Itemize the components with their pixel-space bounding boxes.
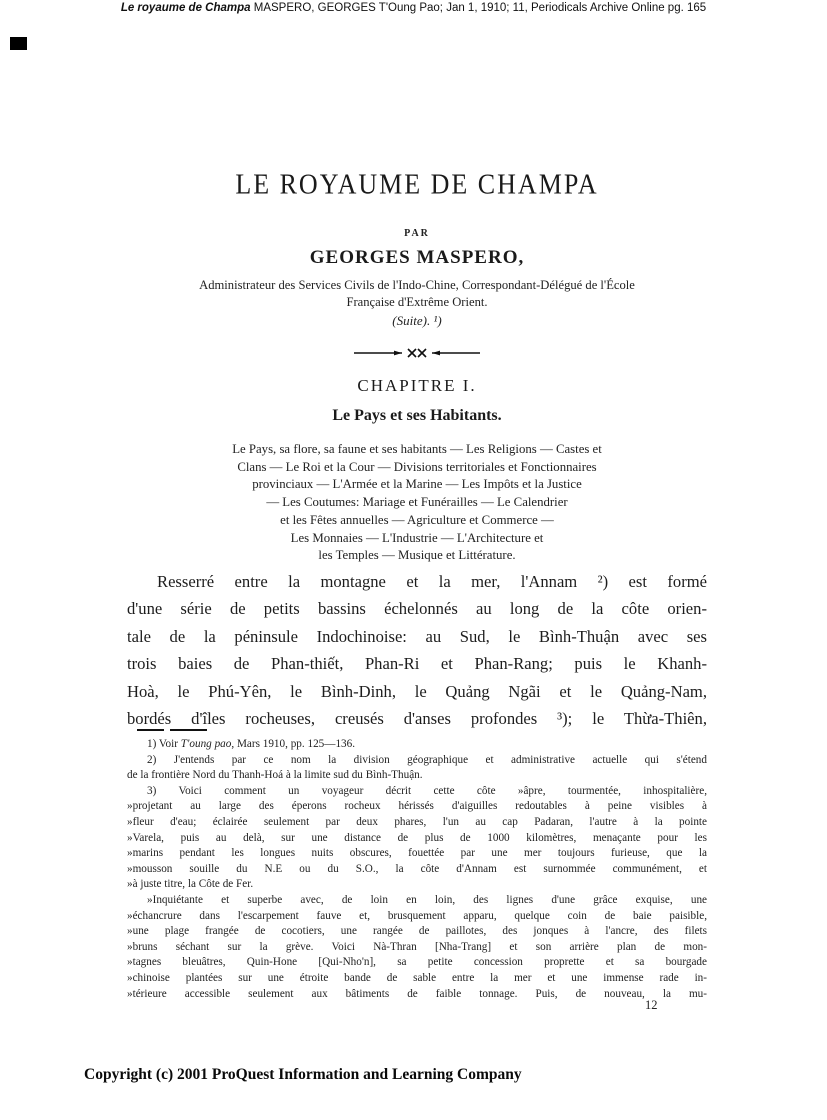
footnote-line xyxy=(127,737,707,753)
footnote-separator-rule xyxy=(137,729,207,731)
rule-segment xyxy=(170,729,207,731)
summary-line: les Temples — Musique et Littérature. xyxy=(318,548,516,563)
body-line: tale de la péninsule Indochinoise: au Sud, le Bình-Thuận avec ses xyxy=(127,626,707,646)
page-body xyxy=(127,0,707,1120)
footnote-line: »fleur d'eau; éclairée seulement par deux phares, l'un au cap Padaran, l'autre à la pointe xyxy=(127,815,707,828)
body-line: Resserré entre la montagne et la mer, l'Annam ²) est formé xyxy=(157,572,707,591)
divider-ornament-icon xyxy=(352,347,482,359)
footnote-journal-title: T'oung pao xyxy=(180,738,232,750)
summary-line: Clans — Le Roi et la Cour — Divisions territoriales et Fonctionnaires xyxy=(237,459,597,474)
body-paragraph xyxy=(127,568,707,732)
citation-details: MASPERO, GEORGES T'Oung Pao; Jan 1, 1910; 11, Periodicals Archive Online pg. 165 xyxy=(253,2,707,14)
copyright-footer: Copyright (c) 2001 ProQuest Information and Learning Company xyxy=(84,1066,522,1083)
section-divider-ornament xyxy=(127,346,707,364)
page-number: 12 xyxy=(645,998,658,1012)
body-line: d'une série de petits bassins échelonnés au long de la côte orien- xyxy=(127,599,707,619)
summary-line: Les Monnaies — L'Industrie — L'Architecture et xyxy=(290,530,544,545)
affiliation-line: Administrateur des Services Civils de l'Indo-Chine, Correspondant-Délégué de l'École xyxy=(199,278,635,292)
summary-line: Le Pays, sa flore, sa faune et ses habitants — Les Religions — Castes et xyxy=(232,442,602,456)
footnotes-block xyxy=(127,737,707,1002)
scan-artifact-mark xyxy=(10,37,27,50)
footnote-line: »chinoise plantées sur une étroite bande de sable entre la mer et une immense rade in- xyxy=(127,971,707,984)
footnote-line: »bruns séchant sur la grève. Voici Nà-Thran [Nha-Trang] et son arrière plan de mon- xyxy=(127,940,707,953)
footnote-text: 1) Voir xyxy=(147,738,181,750)
summary-line: provinciaux — L'Armée et la Marine — Les Impôts et la Justice xyxy=(252,477,582,492)
body-line: trois baies de Phan-thiết, Phan-Ri et Phan-Rang; puis le Khanh- xyxy=(127,654,707,674)
footnote-line: 2) J'entends par ce nom la division géographique et administrative actuelle qui s'étend xyxy=(147,753,707,766)
footnote-line: 3) Voici comment un voyageur décrit cette côte »âpre, tourmentée, inhospitalière, xyxy=(147,784,707,797)
author-affiliation xyxy=(127,277,707,311)
chapter-summary xyxy=(127,441,707,565)
par-label: PAR xyxy=(404,228,430,239)
article-title: LE ROYAUME DE CHAMPA xyxy=(235,168,599,201)
footnote-line: »échancrure dans l'escarpement fauve et, brusquement apparu, quelque coin de baie paisible, xyxy=(127,909,707,922)
chapter-title: Le Pays et ses Habitants. xyxy=(332,407,502,424)
rule-segment xyxy=(137,729,164,731)
citation-article-title: Le royaume de Champa xyxy=(120,2,251,14)
footnote-text: , Mars 1910, pp. 125—136. xyxy=(231,738,356,750)
footnote-line: »Varela, puis au delà, sur une distance de plus de 1000 kilomètres, menaçante pour les xyxy=(127,831,707,844)
suite-note: (Suite). ¹) xyxy=(392,313,442,328)
summary-line: et les Fêtes annuelles — Agriculture et Commerce — xyxy=(280,512,554,527)
footnote-line: »Inquiétante et superbe avec, de loin en loin, des lignes d'une grâce exquise, une xyxy=(147,893,707,906)
footnote-line: »une plage frangée de cocotiers, une rangée de paillotes, des jonques à l'ancre, des filets xyxy=(127,925,707,938)
footnote-line: »marins pendant les longues nuits obscures, fouettée par une mer toujours furieuse, que la xyxy=(127,847,707,860)
footnote-line: »projetant au large des éperons rocheux hérissés d'aiguilles redoutables à peine visibles à xyxy=(127,800,707,813)
footnote-line: »térieure accessible seulement aux bâtiments de faible tonnage. Puis, de nouveau, la mu- xyxy=(127,987,707,1000)
footnote-line: »mousson souille du N.E ou du S.O., la côte d'Annam est surnommée communément, et xyxy=(127,862,707,875)
body-line: Hoà, le Phú-Yên, le Bình-Dinh, le Quảng Ngãi et le Quảng-Nam, xyxy=(127,681,707,701)
footnote-line: »tagnes bleuâtres, Quin-Hone [Qui-Nho'n], sa petite concession proprette et sa bourgade xyxy=(127,956,707,969)
chapter-heading: CHAPITRE I. xyxy=(357,376,477,395)
footnote-line: de la frontière Nord du Thanh-Hoá à la limite sud du Bình-Thuận. xyxy=(127,769,423,782)
affiliation-line: Française d'Extrême Orient. xyxy=(346,295,488,309)
summary-line: — Les Coutumes: Mariage et Funérailles — Le Calendrier xyxy=(266,495,568,510)
footnote-line: »à juste titre, la Côte de Fer. xyxy=(127,878,254,891)
author-name: GEORGES MASPERO, xyxy=(309,247,525,268)
body-line: bordés d'îles rocheuses, creusés d'anses profondes ³); le Thừa-Thiên, xyxy=(127,709,707,729)
